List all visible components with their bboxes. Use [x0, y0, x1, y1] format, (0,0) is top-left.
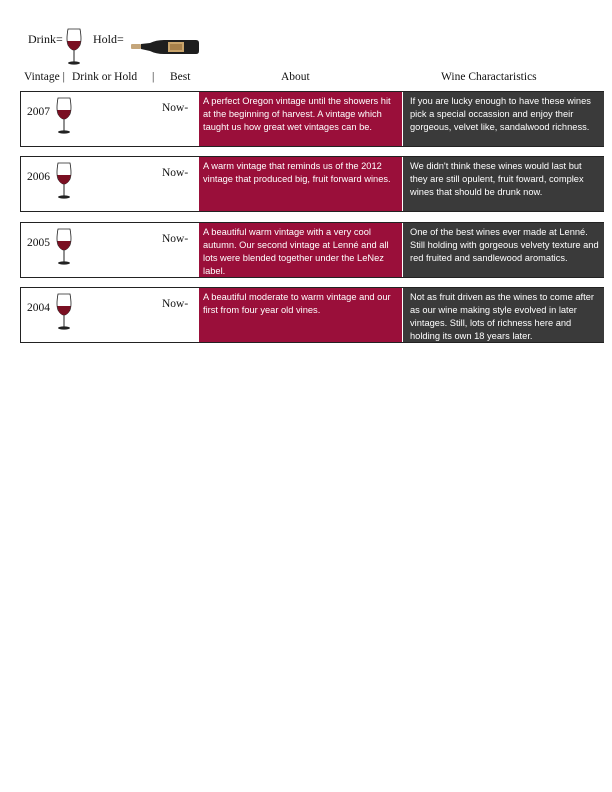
- characteristics-text: Not as fruit driven as the wines to come after as our wine making style evolved in later vintages. Still, lots of richness here and holding its own 18 years later.: [403, 288, 604, 342]
- characteristics-text: If you are lucky enough to have these wines pick a special occassion and enjoy their gorgeous, velvet like, sandalwood richness.: [403, 92, 604, 146]
- best-window: Now-: [162, 233, 189, 245]
- about-text: A beautiful moderate to warm vintage and our first from four year old vines.: [199, 288, 402, 342]
- best-window: Now-: [162, 298, 189, 310]
- vintage-row-2004: [20, 287, 604, 343]
- vintage-row-2007: [20, 91, 604, 147]
- characteristics-text: We didn't think these wines would last but they are still opulent, fruit foward, complex wines that should be drunk now.: [403, 157, 604, 211]
- vintage-year: 2006: [27, 171, 50, 183]
- header-about: About: [281, 71, 310, 83]
- header-vintage: Vintage |: [24, 71, 65, 83]
- vintage-row-2006: [20, 156, 604, 212]
- vintage-year: 2005: [27, 237, 50, 249]
- wine-glass-icon: [55, 97, 73, 140]
- drink-legend-label: Drink=: [28, 32, 63, 46]
- vintage-row-2005: [20, 222, 604, 278]
- header-drink-or-hold: Drink or Hold: [72, 71, 138, 83]
- wine-glass-icon: [65, 28, 83, 71]
- best-window: Now-: [162, 167, 189, 179]
- wine-glass-icon: [55, 228, 73, 271]
- header-best: Best: [170, 71, 191, 83]
- wine-glass-icon: [55, 293, 73, 336]
- header-separator: |: [152, 71, 155, 83]
- about-text: A warm vintage that reminds us of the 2012 vintage that produced big, fruit forward wines.: [199, 157, 402, 211]
- wine-bottle-icon: [130, 38, 200, 61]
- about-text: A perfect Oregon vintage until the showers hit at the beginning of harvest. A vintage which taught us how great wet vintages can be.: [199, 92, 402, 146]
- best-window: Now-: [162, 102, 189, 114]
- about-text: A beautiful warm vintage with a very cool autumn. Our second vintage at Lenné and all lots were blended together under the LeNez label.: [199, 223, 402, 277]
- hold-legend-label: Hold=: [93, 32, 124, 46]
- vintage-year: 2004: [27, 302, 50, 314]
- wine-glass-icon: [55, 162, 73, 205]
- vintage-year: 2007: [27, 106, 50, 118]
- header-characteristics: Wine Charactaristics: [441, 71, 537, 83]
- characteristics-text: One of the best wines ever made at Lenné. Still holding with gorgeous velvety texture and red fruited and sandlewood aromatics.: [403, 223, 604, 277]
